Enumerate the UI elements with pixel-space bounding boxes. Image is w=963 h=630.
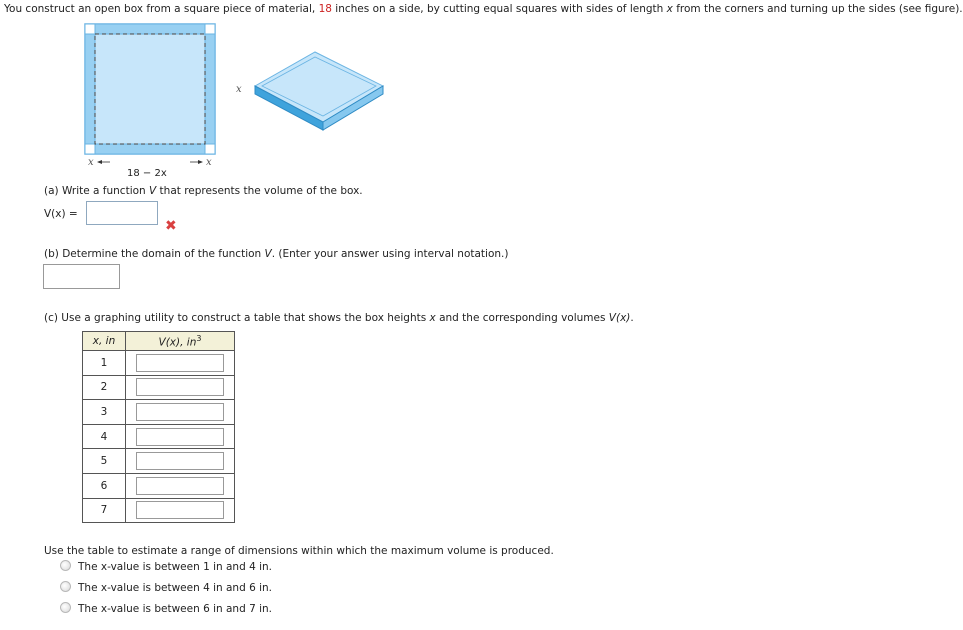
volume-cell [126,498,235,523]
domain-answer-input[interactable] [43,264,120,289]
table-row [83,449,235,474]
table-row [83,424,235,449]
option-1-4[interactable] [60,560,272,573]
part-a-text-end: that represents the volume of the box. [156,185,363,197]
part-b-text: (b) Determine the domain of the function [44,248,265,260]
table-row [83,375,235,400]
x-value-cell: 4 [83,424,126,449]
part-c-text-end: . [630,312,634,324]
col-v-header: V(x), $in^3$ [126,332,235,351]
intro-variable: x [666,3,673,15]
vx-label: V(x) = [44,208,78,220]
option-6-7[interactable] [60,602,272,615]
part-c-question [44,312,634,324]
x-value-cell: 5 [83,449,126,474]
x-value-cell: 3 [83,400,126,425]
part-a-text: (a) Write a function [44,185,150,197]
radio-button[interactable] [60,560,71,571]
x-value-cell: 2 [83,375,126,400]
x-mark-icon: ✖ [165,218,177,234]
volume-cell [126,449,235,474]
estimate-prompt: Use the table to estimate a range of dimensions within which the maximum volume is produced. [44,545,554,557]
volume-cell [126,375,235,400]
intro-size-value: 18 [318,3,332,15]
volume-input[interactable] [136,403,224,421]
box-figure [80,22,400,182]
part-c-func: V(x) [608,312,631,324]
volume-input[interactable] [136,354,224,372]
option-label: The x-value is between 4 in and 6 in. [78,582,273,594]
volume-input[interactable] [136,452,224,470]
base-dimension-label: 18 − 2x [127,168,167,179]
volume-cell [126,351,235,376]
part-b-text-end: . (Enter your answer using interval notation.) [271,248,509,260]
volume-input[interactable] [136,477,224,495]
volume-cell [126,400,235,425]
part-a-question [44,185,363,197]
table-row [83,400,235,425]
intro-text: You construct an open box from a square piece of material, [4,3,319,15]
open-box [255,52,383,130]
volume-cell [126,473,235,498]
intro-text-end: from the corners and turning up the sides (see figure). [672,3,963,15]
part-c-var: x [429,312,436,324]
part-b-func: V [264,248,272,260]
col-x-header: x, in [83,332,126,351]
volume-cell [126,424,235,449]
option-4-6[interactable] [60,581,272,594]
table-row [83,351,235,376]
volume-table [82,331,235,523]
radio-button[interactable] [60,602,71,613]
table-row [83,498,235,523]
table-row [83,473,235,498]
part-b-question [44,248,508,260]
option-label: The x-value is between 6 in and 7 in. [78,603,273,615]
x-label-left: x [88,157,94,168]
radio-button[interactable] [60,581,71,592]
option-label: The x-value is between 1 in and 4 in. [78,561,273,573]
part-c-text-middle: and the corresponding volumes [435,312,609,324]
part-a-func: V [149,185,157,197]
part-c-text: (c) Use a graphing utility to construct a table that shows the box heights [44,312,430,324]
volume-input[interactable] [136,501,224,519]
flat-sheet [85,24,215,164]
intro-text-middle: inches on a side, by cutting equal squares with sides of length [331,3,667,15]
table-header-row [83,332,235,351]
volume-input[interactable] [136,378,224,396]
x-value-cell: 7 [83,498,126,523]
x-label-right: x [206,157,212,168]
x-value-cell: 1 [83,351,126,376]
volume-input[interactable] [136,428,224,446]
problem-statement [4,3,963,15]
x-value-cell: 6 [83,473,126,498]
x-height-label: x [236,84,242,95]
vx-answer-input[interactable] [86,201,158,225]
